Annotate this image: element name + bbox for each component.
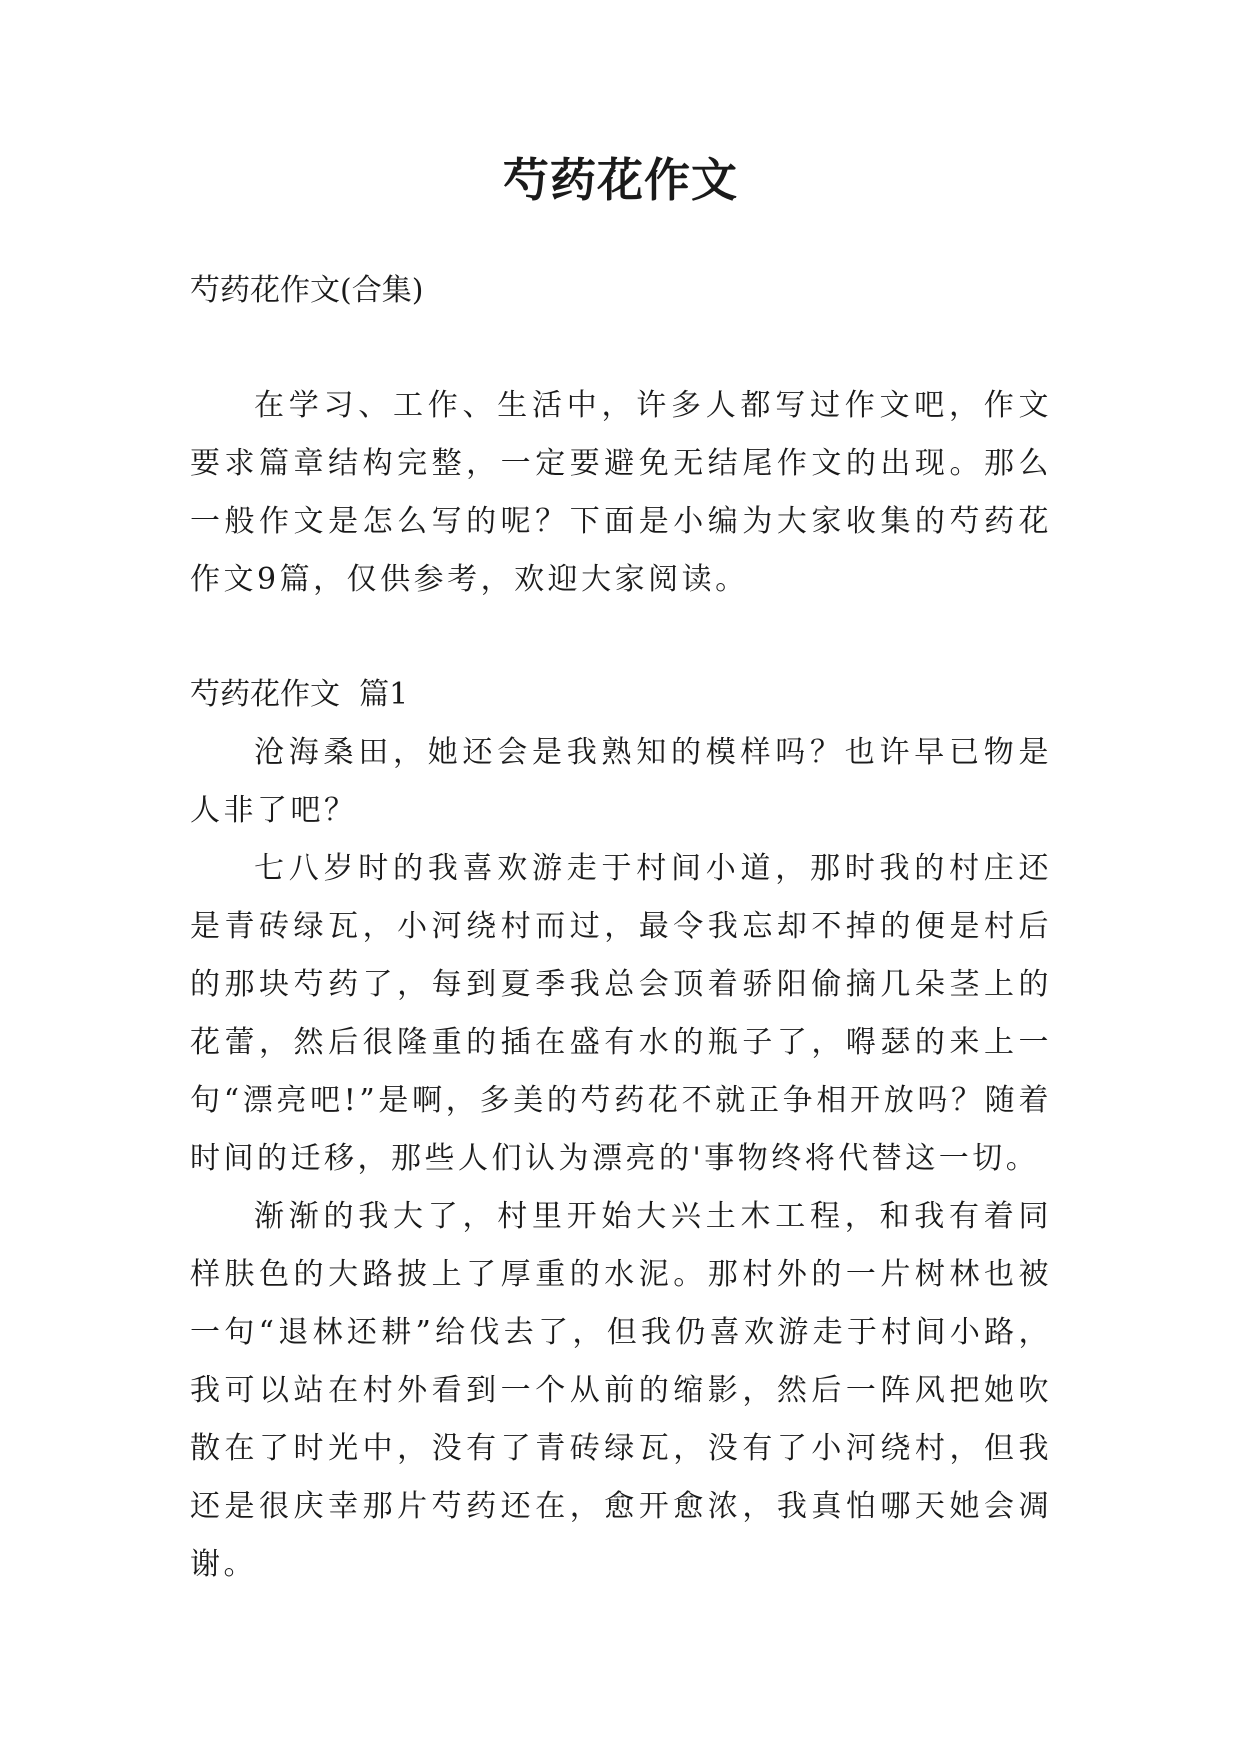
body-paragraph: 沧海桑田，她还会是我熟知的模样吗？也许早已物是人非了吧？ bbox=[190, 735, 1052, 828]
document-body bbox=[190, 262, 1052, 1594]
document-title: 芍药花作文 bbox=[503, 153, 738, 207]
document-subtitle: 芍药花作文(合集) bbox=[190, 273, 424, 308]
body-paragraph: 七八岁时的我喜欢游走于村间小道，那时我的村庄还是青砖绿瓦，小河绕村而过，最令我忘却不掉的便是村后的那块芍药了，每到夏季我总会顶着骄阳偷摘几朵茎上的花蕾，然后很隆重的插在盛有水的瓶子了，嘚瑟的来上一句“漂亮吧!”是啊，多美的芍药花不就正争相开放吗？随着时间的迁移，那些人们认为漂亮的'事物终将代替这一切。 bbox=[190, 851, 1052, 1176]
intro-paragraph: 在学习、工作、生活中，许多人都写过作文吧，作文要求篇章结构完整，一定要避免无结尾作文的出现。那么一般作文是怎么写的呢？下面是小编为大家收集的芍药花作文9篇，仅供参考，欢迎大家阅读。 bbox=[190, 388, 1052, 597]
section-heading: 芍药花作文 篇1 bbox=[190, 677, 409, 712]
body-paragraph: 渐渐的我大了，村里开始大兴土木工程，和我有着同样肤色的大路披上了厚重的水泥。那村外的一片树林也被一句“退林还耕”给伐去了，但我仍喜欢游走于村间小路，我可以站在村外看到一个从前的缩影，然后一阵风把她吹散在了时光中，没有了青砖绿瓦，没有了小河绕村，但我还是很庆幸那片芍药还在，愈开愈浓，我真怕哪天她会凋谢。 bbox=[190, 1199, 1052, 1582]
